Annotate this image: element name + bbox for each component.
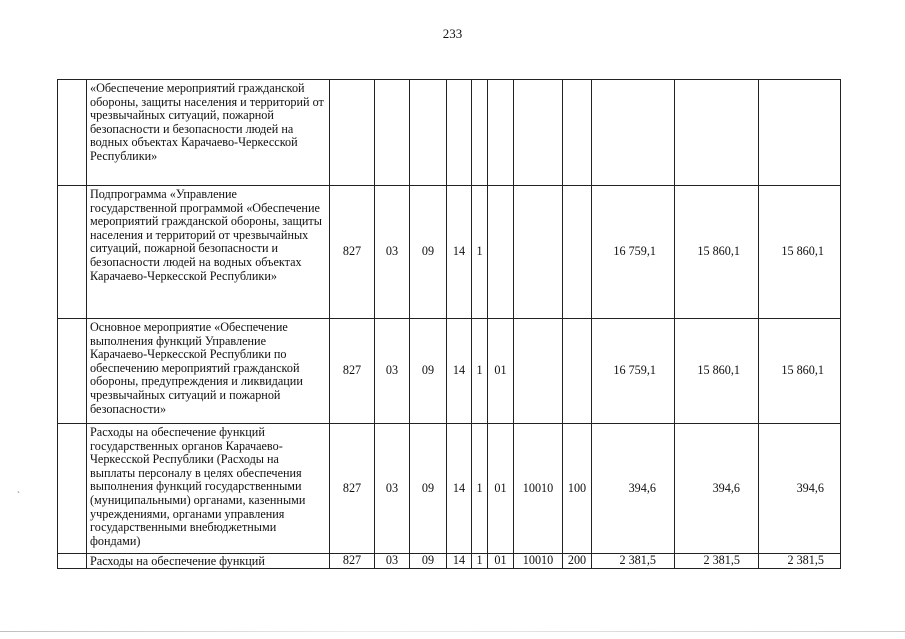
admin-code-cell	[330, 80, 375, 186]
measure-code-cell: 01	[488, 319, 514, 424]
row-index-cell	[58, 554, 87, 569]
sum-year2-cell: 394,6	[675, 424, 759, 554]
expense-type-cell	[563, 80, 592, 186]
admin-code-cell: 827	[330, 554, 375, 569]
page-number: 233	[442, 26, 463, 41]
sum-year1-cell: 394,6	[592, 424, 675, 554]
item-name-cell: Основное мероприятие «Обеспечение выполнения функций Управление Карачаево-Черкесской Республики по обеспечению мероприятий гражданской обороны, предупреждения и ликвидации чрезвычайных ситуаций и пожарной безопасности»	[87, 319, 330, 424]
sum-year3-cell: 394,6	[759, 424, 841, 554]
budget-table	[57, 79, 841, 569]
direction-code-cell	[514, 319, 563, 424]
expense-type-cell: 200	[563, 554, 592, 569]
measure-code-cell	[488, 80, 514, 186]
section-code-cell	[375, 80, 410, 186]
subprogram-code-cell: 1	[472, 186, 488, 319]
row-index-cell	[58, 319, 87, 424]
subsection-code-cell: 09	[410, 554, 447, 569]
subprogram-code-cell: 1	[472, 424, 488, 554]
item-name-cell: Расходы на обеспечение функций государственных органов Карачаево-Черкесской Республики (Расходы на выплаты персоналу в целях обеспечения выполнения функций государственными (муниципальными) органами, казенными учреждениями, органами управления государственными внебюджетными фондами)	[87, 424, 330, 554]
sum-year2-cell: 2 381,5	[675, 554, 759, 569]
program-code-cell: 14	[447, 319, 472, 424]
subsection-code-cell: 09	[410, 319, 447, 424]
direction-code-cell: 10010	[514, 554, 563, 569]
sum-year1-cell: 16 759,1	[592, 186, 675, 319]
sum-year1-cell: 16 759,1	[592, 319, 675, 424]
program-code-cell	[447, 80, 472, 186]
subprogram-code-cell: 1	[472, 319, 488, 424]
sum-year3-cell: 2 381,5	[759, 554, 841, 569]
section-code-cell: 03	[375, 186, 410, 319]
subprogram-code-cell: 1	[472, 554, 488, 569]
row-index-cell	[58, 186, 87, 319]
direction-code-cell	[514, 186, 563, 319]
subprogram-code-cell	[472, 80, 488, 186]
table-row	[58, 80, 841, 186]
admin-code-cell: 827	[330, 186, 375, 319]
row-index-cell	[58, 424, 87, 554]
program-code-cell: 14	[447, 554, 472, 569]
scan-speck: `	[17, 490, 20, 500]
expense-type-cell	[563, 186, 592, 319]
subsection-code-cell	[410, 80, 447, 186]
sum-year1-cell: 2 381,5	[592, 554, 675, 569]
admin-code-cell: 827	[330, 424, 375, 554]
sum-year2-cell: 15 860,1	[675, 319, 759, 424]
sum-year2-cell: 15 860,1	[675, 186, 759, 319]
expense-type-cell: 100	[563, 424, 592, 554]
table-row	[58, 424, 841, 554]
sum-year3-cell: 15 860,1	[759, 186, 841, 319]
sum-year3-cell	[759, 80, 841, 186]
direction-code-cell: 10010	[514, 424, 563, 554]
measure-code-cell	[488, 186, 514, 319]
scan-edge-line	[0, 631, 905, 632]
sum-year2-cell	[675, 80, 759, 186]
subsection-code-cell: 09	[410, 424, 447, 554]
item-name-text: Расходы на обеспечение функций	[90, 554, 265, 568]
measure-code-cell: 01	[488, 554, 514, 569]
table-row	[58, 319, 841, 424]
direction-code-cell	[514, 80, 563, 186]
table-row	[58, 554, 841, 569]
program-code-cell: 14	[447, 424, 472, 554]
expense-type-cell	[563, 319, 592, 424]
item-name-cell	[87, 554, 330, 569]
section-code-cell: 03	[375, 424, 410, 554]
row-index-cell	[58, 80, 87, 186]
section-code-cell: 03	[375, 554, 410, 569]
program-code-cell: 14	[447, 186, 472, 319]
table-row	[58, 186, 841, 319]
measure-code-cell: 01	[488, 424, 514, 554]
sum-year3-cell: 15 860,1	[759, 319, 841, 424]
subsection-code-cell: 09	[410, 186, 447, 319]
item-name-cell: Подпрограмма «Управление государственной программой «Обеспечение мероприятий гражданской обороны, защиты населения и территорий от чрезвычайных ситуаций, пожарной безопасности и безопасности людей на водных объектах Карачаево-Черкесской Республики»	[87, 186, 330, 319]
item-name-cell: «Обеспечение мероприятий гражданской обороны, защиты населения и территорий от чрезвычайных ситуаций, пожарной безопасности и безопасности людей на водных объектах Карачаево-Черкесской Республики»	[87, 80, 330, 186]
section-code-cell: 03	[375, 319, 410, 424]
admin-code-cell: 827	[330, 319, 375, 424]
sum-year1-cell	[592, 80, 675, 186]
